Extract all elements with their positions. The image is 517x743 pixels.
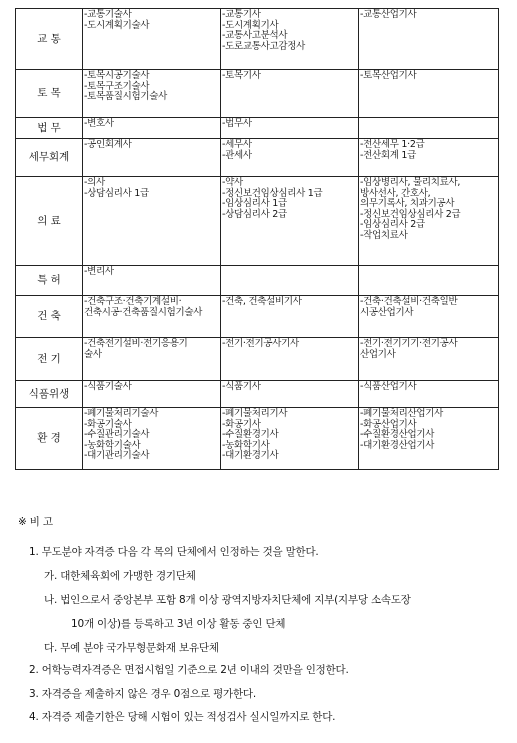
qualification-entry: -토목품질시험기술사: [84, 91, 168, 103]
cell-industrial-engineer-level: [359, 118, 499, 139]
cell-technician-level: [83, 177, 221, 266]
cell-technician-level: [83, 139, 221, 177]
qualification-entry: -식품기술사: [84, 381, 132, 392]
qualification-entry: -법무사: [222, 118, 252, 129]
cell-technician-level: [83, 408, 221, 470]
qualification-entry: -토목구조기술사: [84, 80, 150, 92]
table-row: [16, 177, 499, 266]
qualification-entry: -수질관리기술사: [84, 429, 150, 441]
qualification-entry: -관세사: [222, 149, 252, 161]
qualification-entry: -건축, 건축설비기사: [222, 296, 302, 307]
remark-subitem-ga: 가. 대한체육회에 가맹한 경기단체: [44, 570, 196, 582]
qualification-entry: -공인회계사: [84, 139, 132, 150]
remarks-title: ※ 비 고: [18, 516, 53, 528]
qualification-entry: -토목시공기술사: [84, 70, 150, 81]
qualification-entry: -화공기사: [222, 418, 261, 430]
category-cell: 교 통: [16, 9, 83, 70]
qualification-entry: -전기·전기공사기사: [222, 338, 299, 349]
category-cell: 전 기: [16, 338, 83, 381]
qualification-entry: -농화학기사: [222, 439, 270, 451]
cell-industrial-engineer-level: [359, 381, 499, 408]
qualification-table: [15, 8, 499, 470]
qualification-entry: -농화학기술사: [84, 439, 141, 451]
category-cell: 특 허: [16, 266, 83, 296]
qualification-entry: -작업치료사: [360, 229, 408, 241]
qualification-entry: -대기환경산업기사: [360, 439, 435, 451]
cell-technician-level: [83, 296, 221, 338]
table-body: [16, 9, 499, 470]
table-row: [16, 296, 499, 338]
category-cell: 법 무: [16, 118, 83, 139]
qualification-entry: -약사: [222, 177, 243, 188]
qualification-entry: -수질환경기사: [222, 429, 279, 441]
cell-technician-level: [83, 266, 221, 296]
qualification-entry: -교통기술사: [84, 9, 132, 20]
category-cell: 건 축: [16, 296, 83, 338]
qualification-entry: -토목산업기사: [360, 70, 417, 81]
qualification-entry: -정신보건임상심리사 1급: [222, 187, 323, 199]
cell-engineer-level: [221, 118, 359, 139]
category-cell: 환 경: [16, 408, 83, 470]
qualification-entry: -상담심리사 2급: [222, 208, 287, 220]
table-row: [16, 118, 499, 139]
cell-engineer-level: [221, 70, 359, 118]
qualification-entry: -교통기사: [222, 9, 261, 20]
qualification-entry: -임상심리사 2급: [360, 219, 425, 231]
qualification-entry: 술사: [84, 348, 102, 360]
table-row: [16, 70, 499, 118]
qualification-entry: -폐기물처리기사: [222, 408, 288, 419]
qualification-entry: -식품산업기사: [360, 381, 417, 392]
table-row: [16, 408, 499, 470]
qualification-entry: -식품기사: [222, 381, 261, 392]
table-row: [16, 139, 499, 177]
qualification-entry: 방사선사, 간호사,: [360, 187, 431, 199]
qualification-entry: -전산세무 1·2급: [360, 139, 425, 150]
qualification-entry: -전기·전기기기·전기공사: [360, 338, 458, 349]
cell-engineer-level: [221, 139, 359, 177]
cell-engineer-level: [221, 177, 359, 266]
cell-technician-level: [83, 9, 221, 70]
qualification-entry: -수질환경산업기사: [360, 429, 435, 441]
qualification-entry: -대기환경기사: [222, 450, 279, 462]
qualification-entry: -건축전기설비·전기응용기: [84, 338, 188, 349]
qualification-entry: -교통산업기사: [360, 9, 417, 20]
cell-industrial-engineer-level: [359, 9, 499, 70]
cell-technician-level: [83, 118, 221, 139]
remark-item-3: 3. 자격증을 제출하지 않은 경우 0점으로 평가한다.: [29, 688, 256, 700]
remark-subitem-na: 나. 법인으로서 중앙본부 포함 8개 이상 광역지방자치단체에 지부(지부당 소속도장: [44, 594, 411, 606]
cell-industrial-engineer-level: [359, 70, 499, 118]
qualification-entry: 의무기록사, 치과기공사: [360, 198, 455, 210]
qualification-entry: -폐기물처리산업기사: [360, 408, 444, 419]
qualification-entry: -건축구조·건축기계설비·: [84, 296, 182, 307]
qualification-entry: -세무사: [222, 139, 252, 150]
cell-industrial-engineer-level: [359, 296, 499, 338]
cell-industrial-engineer-level: [359, 266, 499, 296]
qualification-entry: -폐기물처리기술사: [84, 408, 159, 419]
qualification-entry: -토목기사: [222, 70, 261, 81]
qualification-entry: 건축시공·건축품질시험기술사: [84, 306, 203, 318]
qualification-entry: -정신보건임상심리사 2급: [360, 208, 461, 220]
remark-item-1: 1. 무도분야 자격증 다음 각 목의 단체에서 인정하는 것을 말한다.: [29, 546, 319, 558]
remark-item-4: 4. 자격증 제출기한은 당해 시험이 있는 적성검사 실시일까지로 한다.: [29, 711, 336, 723]
qualification-entry: -변호사: [84, 118, 114, 129]
qualification-entry: -전산회계 1급: [360, 149, 416, 161]
table-row: [16, 9, 499, 70]
qualification-entry: -도시계획기사: [222, 19, 279, 31]
category-cell: 세무회계: [16, 139, 83, 177]
qualification-entry: -임상심리사 1급: [222, 198, 287, 210]
cell-industrial-engineer-level: [359, 338, 499, 381]
cell-technician-level: [83, 70, 221, 118]
cell-technician-level: [83, 338, 221, 381]
cell-engineer-level: [221, 9, 359, 70]
qualification-entry: -도시계획기술사: [84, 19, 150, 31]
cell-engineer-level: [221, 296, 359, 338]
cell-engineer-level: [221, 266, 359, 296]
qualification-entry: -도로교통사고감정사: [222, 40, 306, 52]
qualification-entry: -상담심리사 1급: [84, 187, 149, 199]
qualification-entry: -건축·건축설비·건축일반: [360, 296, 458, 307]
category-cell: 의 료: [16, 177, 83, 266]
cell-industrial-engineer-level: [359, 177, 499, 266]
remark-subitem-na-continued: 10개 이상)를 등록하고 3년 이상 활동 중인 단체: [71, 618, 286, 630]
qualification-entry: -변리사: [84, 266, 114, 277]
remark-subitem-da: 다. 무예 분야 국가무형문화재 보유단체: [44, 642, 219, 654]
qualification-entry: -화공기술사: [84, 418, 132, 430]
category-cell: 식품위생: [16, 381, 83, 408]
table-row: [16, 338, 499, 381]
remark-item-2: 2. 어학능력자격증은 면접시험일 기준으로 2년 이내의 것만을 인정한다.: [29, 664, 349, 676]
qualification-entry: 산업기사: [360, 348, 396, 360]
cell-engineer-level: [221, 408, 359, 470]
cell-technician-level: [83, 381, 221, 408]
cell-industrial-engineer-level: [359, 139, 499, 177]
qualification-entry: -화공산업기사: [360, 418, 417, 430]
qualification-entry: -교통사고분석사: [222, 30, 288, 42]
cell-engineer-level: [221, 338, 359, 381]
qualification-entry: -의사: [84, 177, 105, 188]
table-row: [16, 266, 499, 296]
table-row: [16, 381, 499, 408]
cell-industrial-engineer-level: [359, 408, 499, 470]
qualification-entry: 시공산업기사: [360, 306, 414, 318]
category-cell: 토 목: [16, 70, 83, 118]
qualification-entry: -임상병리사, 물리치료사,: [360, 177, 461, 188]
cell-engineer-level: [221, 381, 359, 408]
qualification-entry: -대기관리기술사: [84, 450, 150, 462]
